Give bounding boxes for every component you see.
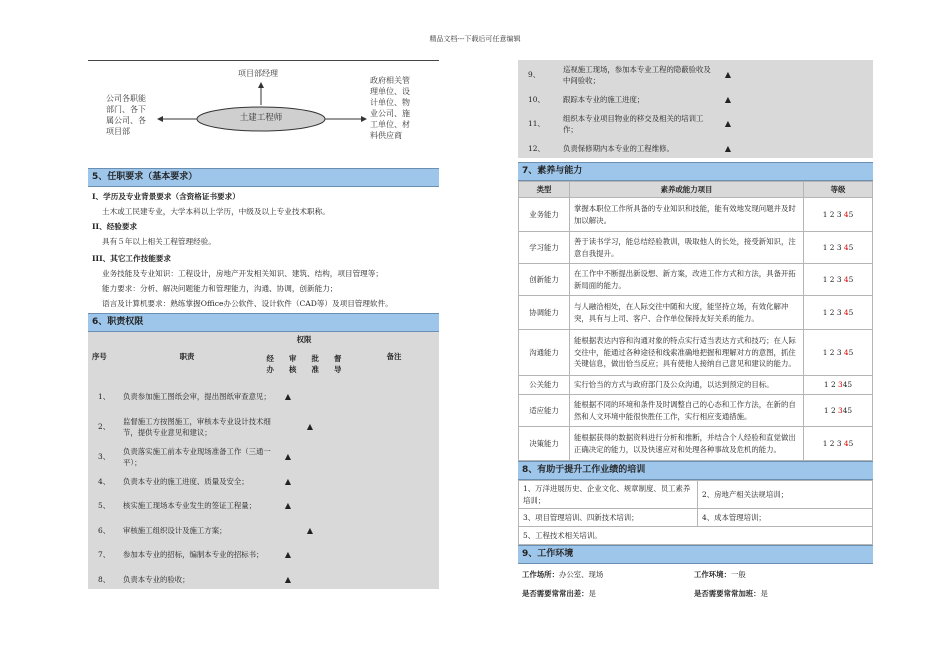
- ability-desc: 能根据表达内容和沟通对象的特点实行适当表达方式和技巧；在人际交往中，能通过各种途径和线索准确地把握和理解对方的意图，抓住关键信息，做出恰当反应；具有使他人接纳自己意见和建议的能力。: [570, 330, 804, 376]
- ability-type: 决策能力: [519, 427, 570, 461]
- ability-level: 1 2 3 45: [804, 198, 873, 232]
- ability-type: 创新能力: [519, 264, 570, 296]
- duty-no: 11、: [528, 119, 545, 129]
- ability-level: 1 2 3 45: [804, 427, 873, 461]
- env-value: 一般: [730, 570, 746, 580]
- skills-line: 语言及计算机要求：熟练掌握Office办公软件、设计软件（CAD等）及项目管理软件。: [102, 299, 393, 308]
- place-value: 办公室、现场: [558, 570, 604, 580]
- duty-no: 9、: [528, 70, 541, 80]
- duty-no: 2、: [98, 422, 111, 432]
- duty-row: [88, 442, 439, 472]
- selected-level: 3: [838, 380, 843, 390]
- training-item: 5、工程技术相关培训。: [519, 527, 873, 545]
- duty-text: 跟踪本专业的施工进度；: [563, 94, 645, 104]
- ability-desc: 能根据获得的数据资料进行分析和推断，并结合个人经验和直觉做出正确决定的能力，以及快速应对和处理各种事故及危机的能力。: [570, 427, 804, 461]
- selected-level: 4: [843, 274, 849, 284]
- duty-no: 3、: [98, 452, 111, 462]
- duty-no: 10、: [528, 94, 545, 104]
- duty-text: 负责本专业的施工进度、质量及安全；: [123, 476, 249, 486]
- ability-level: 1 2 3 45: [804, 264, 873, 296]
- trip-value: 是: [588, 589, 596, 599]
- duty-no: 7、: [98, 550, 111, 560]
- ability-type: 适应能力: [519, 395, 570, 427]
- col-auth-header: 权限 经 办 审 核 批 准 督 导: [266, 335, 342, 374]
- ability-row: [519, 330, 873, 376]
- page-caption: 精品文档---下载后可任意编辑: [429, 35, 521, 43]
- auth-mark: ▲: [306, 422, 314, 432]
- col-note-header: 备注: [386, 352, 402, 362]
- training-item: 1、万洋进展历史、企业文化、规章制度、员工素养培训；: [519, 481, 698, 509]
- selected-level: 4: [843, 347, 849, 357]
- col-item-header: 素养或能力项目: [570, 182, 804, 198]
- duty-text: 监督施工方按图施工，审核本专业设计技术细节，提供专业意见和建议；: [123, 416, 271, 437]
- ability-level: 1 2 3 45: [804, 232, 873, 264]
- auth-mark: ▲: [284, 476, 292, 486]
- auth-mark: ▲: [284, 392, 292, 402]
- skills-line: 能力要求：分析、解决问题能力和管理能力，沟通、协调，创新能力；: [102, 284, 338, 293]
- ability-level: 1 2 3 45: [804, 296, 873, 330]
- ability-row: [519, 376, 873, 395]
- exp-title: II、经验要求: [92, 222, 138, 231]
- auth-mark: ▲: [284, 574, 292, 584]
- training-table: [518, 480, 873, 545]
- training-item: 2、房地产相关法规培训；: [698, 481, 873, 509]
- ability-row: [519, 232, 873, 264]
- work-env-table: [518, 564, 873, 602]
- skills-title: III、其它工作技能要求: [92, 254, 171, 263]
- org-right-label: 政府相关管 理单位、设 计单位、物 业公司、施 工单位、材 料供应商: [370, 76, 410, 140]
- exp-text: 具有５年以上相关工程管理经验。: [102, 237, 216, 246]
- ability-type: 沟通能力: [519, 330, 570, 376]
- section-7-header: 7、素养与能力: [518, 162, 873, 181]
- duty-row: [518, 139, 873, 158]
- duty-no: 5、: [98, 501, 111, 511]
- env-label: 工作环境：: [694, 570, 731, 580]
- duty-no: 12、: [528, 143, 545, 153]
- auth-mark: ▲: [284, 452, 292, 462]
- duty-text: 负责本专业的验收；: [123, 574, 190, 584]
- ability-desc: 在工作中不断提出新设想、新方案，改进工作方式和方法，具备开拓新局面的能力。: [570, 264, 804, 296]
- right-column: [518, 60, 873, 602]
- training-item: 4、成本管理培训；: [698, 509, 873, 527]
- auth-mark: ▲: [284, 550, 292, 560]
- duty-row: [518, 60, 873, 90]
- auth-mark: ▲: [284, 501, 292, 511]
- duty-no: 1、: [98, 392, 111, 402]
- org-center-label: 土建工程师: [239, 113, 283, 123]
- duty-row: [88, 472, 439, 491]
- duty-text: 巡视施工现场，参加本专业工程的隐蔽验收及中间验收；: [563, 64, 711, 85]
- section-6-header: 6、职责权限: [88, 313, 439, 332]
- ability-table: [518, 181, 873, 461]
- duty-text: 负责落实施工前本专业现场准备工作（三通一平）；: [123, 446, 271, 467]
- auth-mark: ▲: [306, 525, 314, 535]
- duty-no: 4、: [98, 476, 111, 486]
- ability-row: [519, 296, 873, 330]
- duty-row: [518, 109, 873, 139]
- auth-mark: ▲: [724, 119, 732, 129]
- col-level-header: 等级: [804, 182, 873, 198]
- duty-row: [88, 540, 439, 570]
- duty-text: 核实施工现场本专业发生的签证工程量；: [123, 501, 257, 511]
- selected-level: 3: [838, 405, 843, 415]
- duty-no: 6、: [98, 525, 111, 535]
- auth-mark: ▲: [724, 143, 732, 153]
- duty-table: [88, 332, 439, 589]
- edu-text: 土木或工民建专业，大学本科以上学历，中级及以上专业技术职称。: [102, 207, 330, 216]
- section-9-header: 9、工作环境: [518, 545, 873, 564]
- skills-line: 业务技能及专业知识：工程设计，房地产开发相关知识、建筑、结构，项目管理等；: [102, 269, 383, 278]
- duty-text: 负责保修期内本专业的工程维修。: [563, 143, 674, 153]
- ability-row: [519, 198, 873, 232]
- ability-desc: 掌握本职位工作所具备的专业知识和技能，能有效地发现问题并及时加以解决。: [570, 198, 804, 232]
- ability-desc: 与人融洽相处，在人际交往中随和大度，能坚持立场，有效化解冲突，具有与上司、客户、合作单位保持友好关系的能力。: [570, 296, 804, 330]
- duty-text: 参加本专业的招标，编制本专业的招标书；: [123, 550, 264, 560]
- trip-label: 是否需要常常出差：: [522, 589, 589, 599]
- ability-type: 公关能力: [519, 376, 570, 395]
- duty-text: 负责参加施工图纸会审，提出图纸审查意见；: [123, 392, 271, 402]
- duty-row: [518, 90, 873, 109]
- auth-mark: ▲: [724, 94, 732, 104]
- duty-row: [88, 491, 439, 521]
- section-5-header: 5、任职要求（基本要求）: [88, 168, 439, 187]
- ability-type: 学习能力: [519, 232, 570, 264]
- ability-type: 业务能力: [519, 198, 570, 232]
- ability-type: 协调能力: [519, 296, 570, 330]
- org-chart: [88, 61, 439, 168]
- col-no-header: 序号: [92, 352, 107, 362]
- overtime-value: 是: [760, 589, 768, 599]
- org-top-label: 项目部经理: [238, 69, 278, 78]
- duty-row: [88, 382, 439, 412]
- selected-level: 4: [843, 209, 849, 219]
- duty-row: [88, 570, 439, 589]
- ability-desc: 实行恰当的方式与政府部门及公众沟通，以达到预定的目标。: [570, 376, 804, 395]
- selected-level: 4: [843, 438, 849, 448]
- ability-level: 1 2 3 45: [804, 330, 873, 376]
- duty-row: [88, 521, 439, 540]
- ability-row: [519, 264, 873, 296]
- org-left-label: 公司各职能 部门、各下 属公司、各 项目部: [106, 94, 146, 136]
- ability-desc: 能根据不同的环境和条件及时调整自己的心态和工作方法，在新的自然和人文环境中能很快胜任工作，实行相应变通措施。: [570, 395, 804, 427]
- section-5-body: [88, 187, 439, 313]
- duty-text: 组织本专业项目物业的移交及相关的培训工作；: [563, 113, 704, 134]
- edu-title: I、学历及专业背景要求（含资格证书要求）: [92, 192, 240, 201]
- selected-level: 4: [843, 242, 849, 252]
- col-duty-header: 职责: [179, 352, 195, 362]
- selected-level: 4: [843, 307, 849, 317]
- left-column: [88, 60, 439, 589]
- auth-mark: ▲: [724, 70, 732, 80]
- ability-row: [519, 427, 873, 461]
- col-type-header: 类型: [519, 182, 570, 198]
- ability-row: [519, 395, 873, 427]
- section-8-header: 8、有助于提升工作业绩的培训: [518, 461, 873, 480]
- ability-level: 1 2 345: [804, 376, 873, 395]
- duty-row: [88, 412, 439, 442]
- duty-no: 8、: [98, 574, 111, 584]
- overtime-label: 是否需要常常加班：: [694, 589, 761, 599]
- duty-table-continued: [518, 60, 873, 158]
- training-item: 3、项目管理培训、四新技术培训；: [519, 509, 698, 527]
- ability-desc: 善于读书学习，能总结经验教训，吸取他人的长处，接受新知识，注意自我提升。: [570, 232, 804, 264]
- place-label: 工作场所：: [522, 570, 559, 580]
- ability-level: 1 2 345: [804, 395, 873, 427]
- duty-text: 审核施工组织设计及施工方案；: [123, 525, 227, 535]
